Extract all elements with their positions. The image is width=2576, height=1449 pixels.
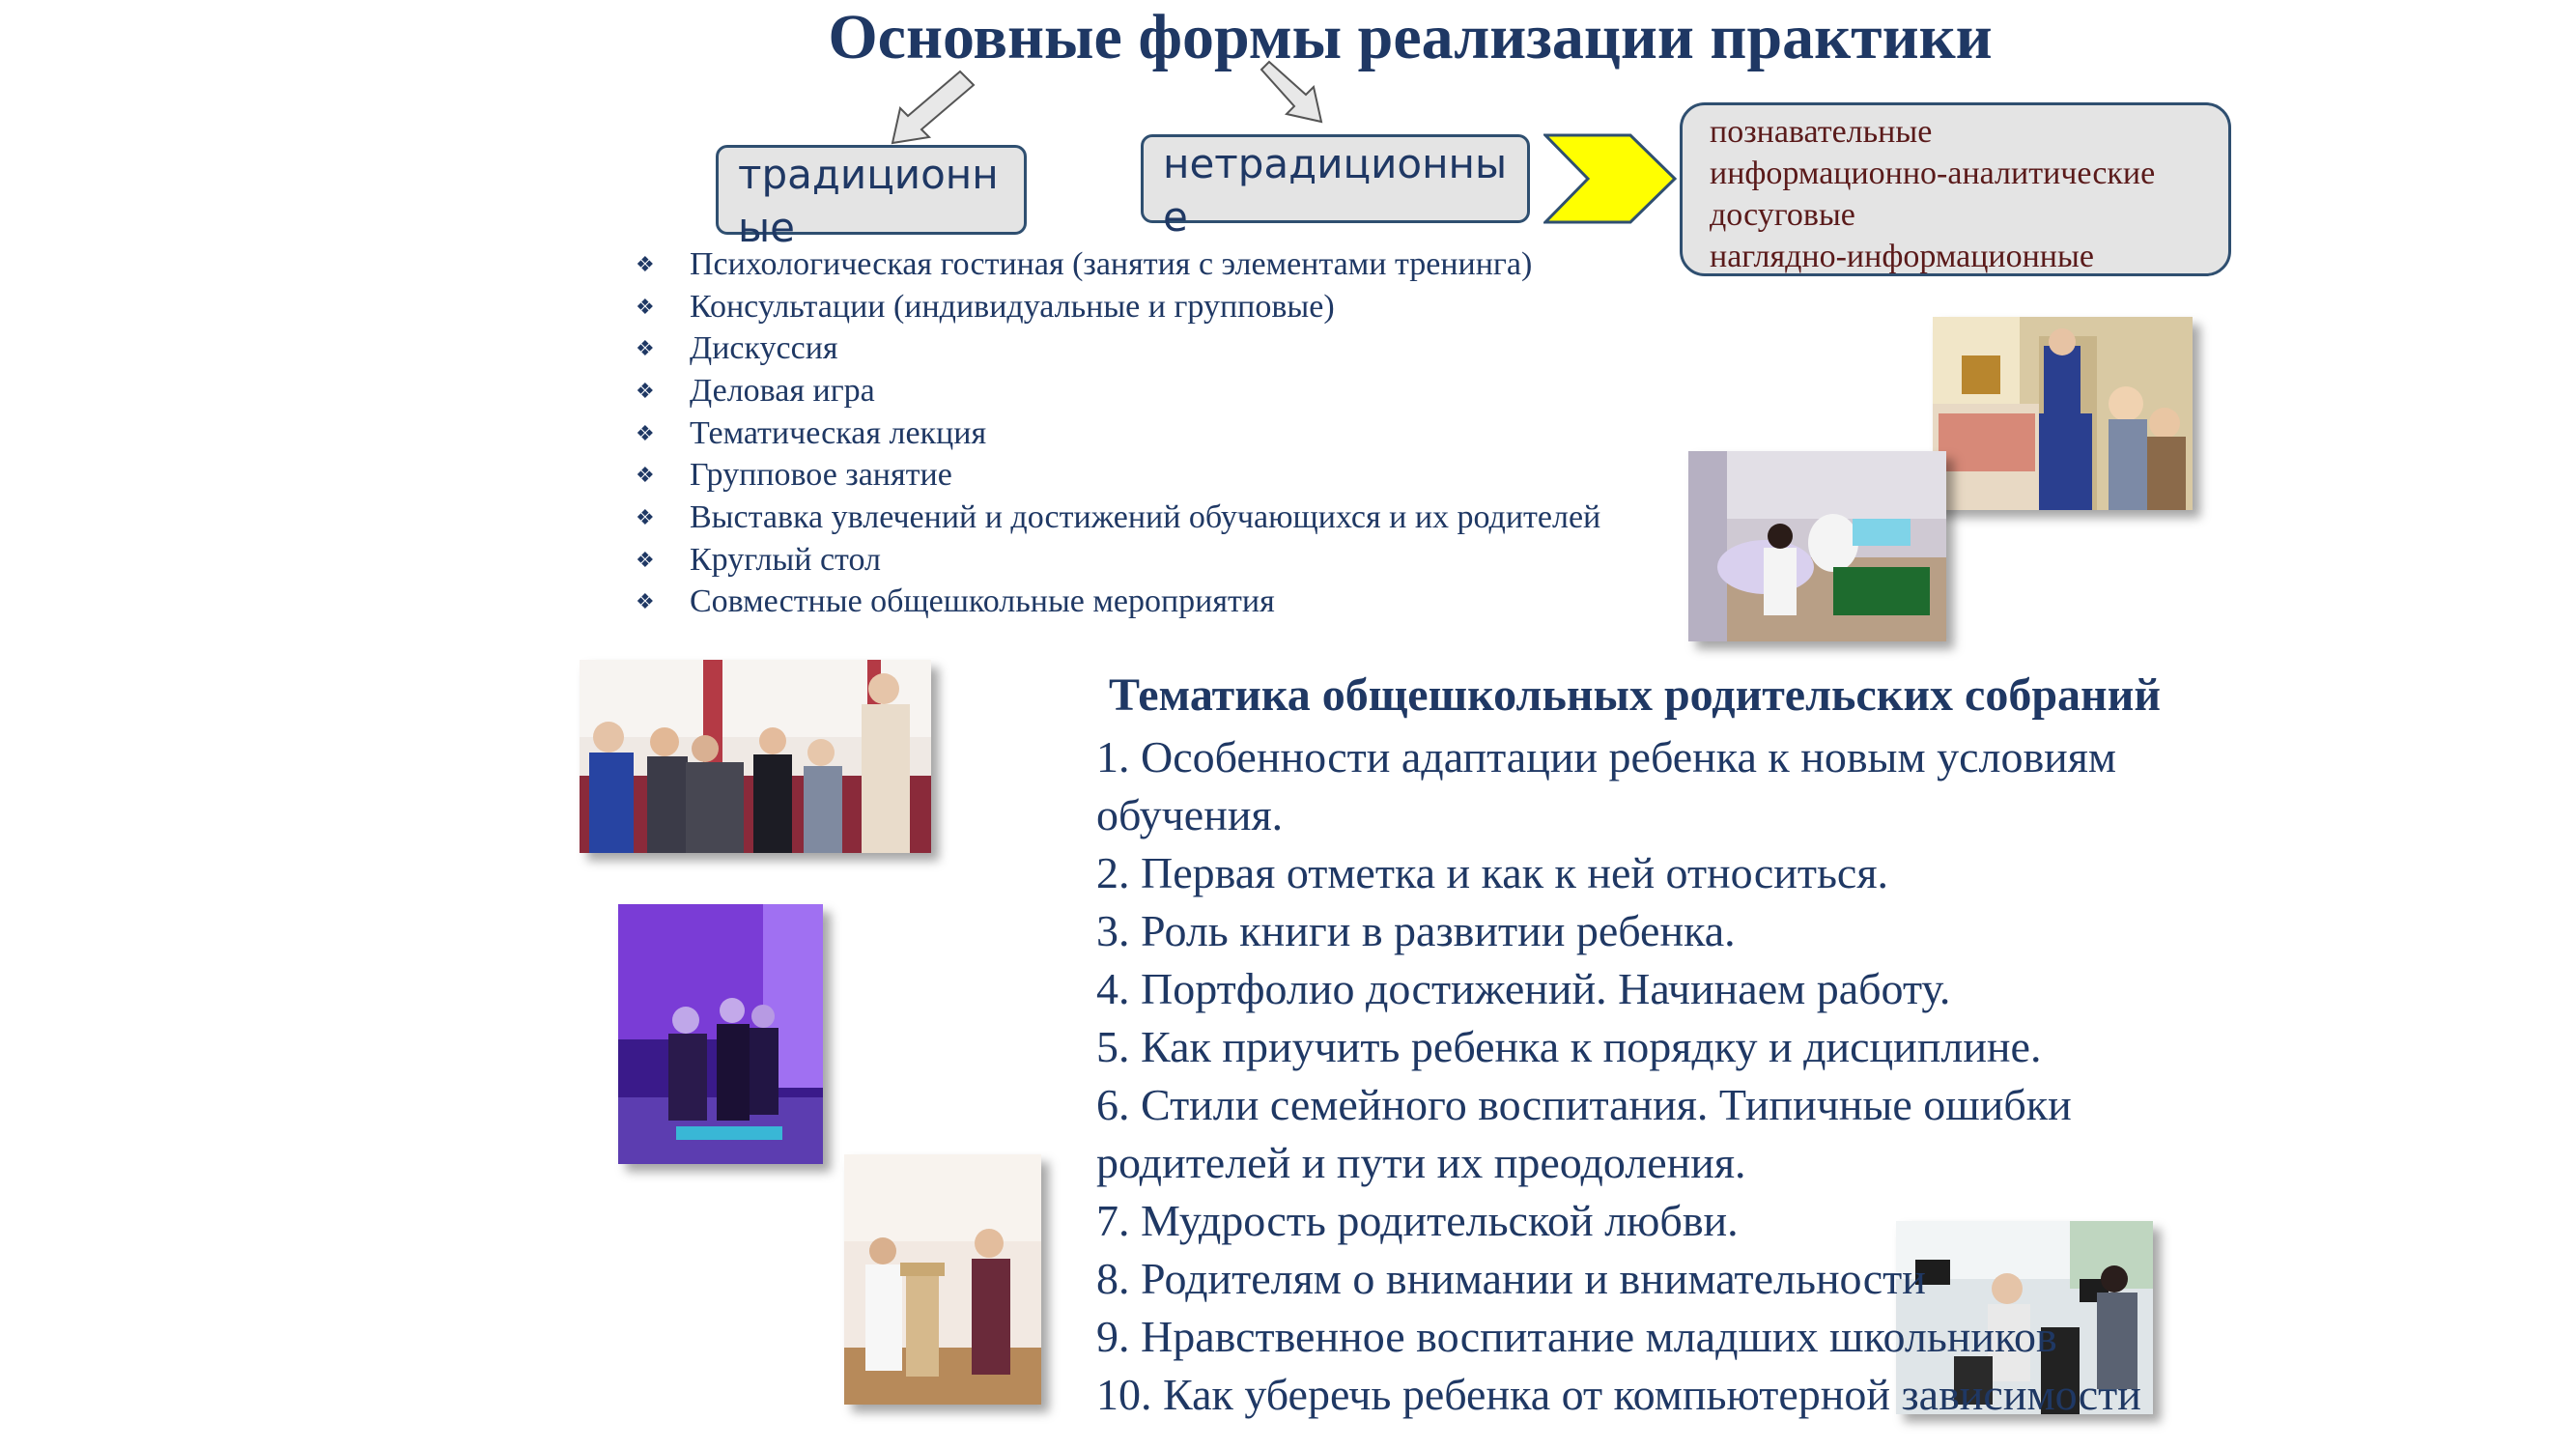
chevron-right-icon: [1543, 131, 1679, 226]
list-item: 2. Первая отметка и как к ней относиться.: [1096, 848, 1889, 897]
list-item: 10. Как уберечь ребенка от компьютерной зависимости: [1096, 1370, 2141, 1419]
diamond-bullet-icon: ❖: [636, 589, 655, 614]
meetings-list: [1096, 728, 2255, 1449]
list-item: 5. Как приучить ребенка к порядку и дисциплине.: [1096, 1022, 2042, 1071]
forms-item: досуговые: [1710, 197, 1855, 233]
list-item: 6. Стили семейного воспитания. Типичные ошибки родителей и пути их преодоления.: [1096, 1080, 2072, 1187]
list-item: ❖ Круглый стол: [636, 541, 881, 578]
list-item: 9. Нравственное воспитание младших школьников: [1096, 1312, 2057, 1361]
list-item: 3. Роль книги в развитии ребенка.: [1096, 906, 1736, 955]
traditional-box: [716, 145, 1027, 251]
nontraditional-box: [1141, 134, 1530, 241]
diamond-bullet-icon: ❖: [636, 294, 655, 319]
nontraditional-label: нетрадиционные: [1163, 140, 1508, 241]
list-item: 8. Родителям о внимании и внимательности: [1096, 1254, 1926, 1303]
list-item: ❖ Дискуссия: [636, 330, 838, 367]
list-item: 4. Портфолио достижений. Начинаем работу.: [1096, 964, 1951, 1013]
forms-item: информационно-аналитические: [1710, 156, 2156, 191]
traditional-label: традиционные: [738, 151, 999, 251]
photo-parents-meeting: [580, 660, 931, 853]
list-item: ❖ Выставка увлечений и достижений обучающихся и их родителей: [636, 498, 1601, 535]
diamond-bullet-icon: ❖: [636, 420, 655, 445]
traditional-forms-list: [636, 243, 1600, 623]
diamond-bullet-icon: ❖: [636, 336, 655, 361]
photo-folk-costume-lesson: [1933, 317, 2193, 510]
page-title: Основные формы реализации практики: [828, 2, 1993, 72]
arrow-down-right-icon: [1258, 62, 1327, 126]
diamond-bullet-icon: ❖: [636, 251, 655, 276]
diamond-bullet-icon: ❖: [636, 547, 655, 572]
meetings-title: Тематика общешкольных родительских собраний: [1109, 669, 2161, 721]
list-item: ❖ Совместные общешкольные мероприятия: [636, 583, 1275, 620]
forms-item: познавательные: [1710, 114, 1933, 150]
list-item: ❖ Деловая игра: [636, 372, 875, 409]
list-item: 7. Мудрость родительской любви.: [1096, 1196, 1739, 1245]
list-item: ❖ Психологическая гостиная (занятия с элементами тренинга): [636, 245, 1533, 282]
list-item: ❖ Тематическая лекция: [636, 414, 987, 451]
diamond-bullet-icon: ❖: [636, 504, 655, 529]
photo-sensory-room: [618, 904, 823, 1164]
list-item: 1. Особенности адаптации ребенка к новым условиям обучения.: [1096, 732, 2117, 839]
diamond-bullet-icon: ❖: [636, 378, 655, 403]
photo-relaxation-room: [1688, 451, 1946, 641]
diamond-bullet-icon: ❖: [636, 463, 655, 488]
list-item: ❖ Консультации (индивидуальные и групповые): [636, 288, 1335, 325]
forms-item: наглядно-информационные: [1710, 239, 2094, 274]
arrow-down-left-icon: [889, 75, 976, 148]
list-item: ❖ Групповое занятие: [636, 457, 952, 494]
nontraditional-forms-box: [1680, 102, 2231, 276]
photo-speakers-podium: [844, 1154, 1041, 1405]
